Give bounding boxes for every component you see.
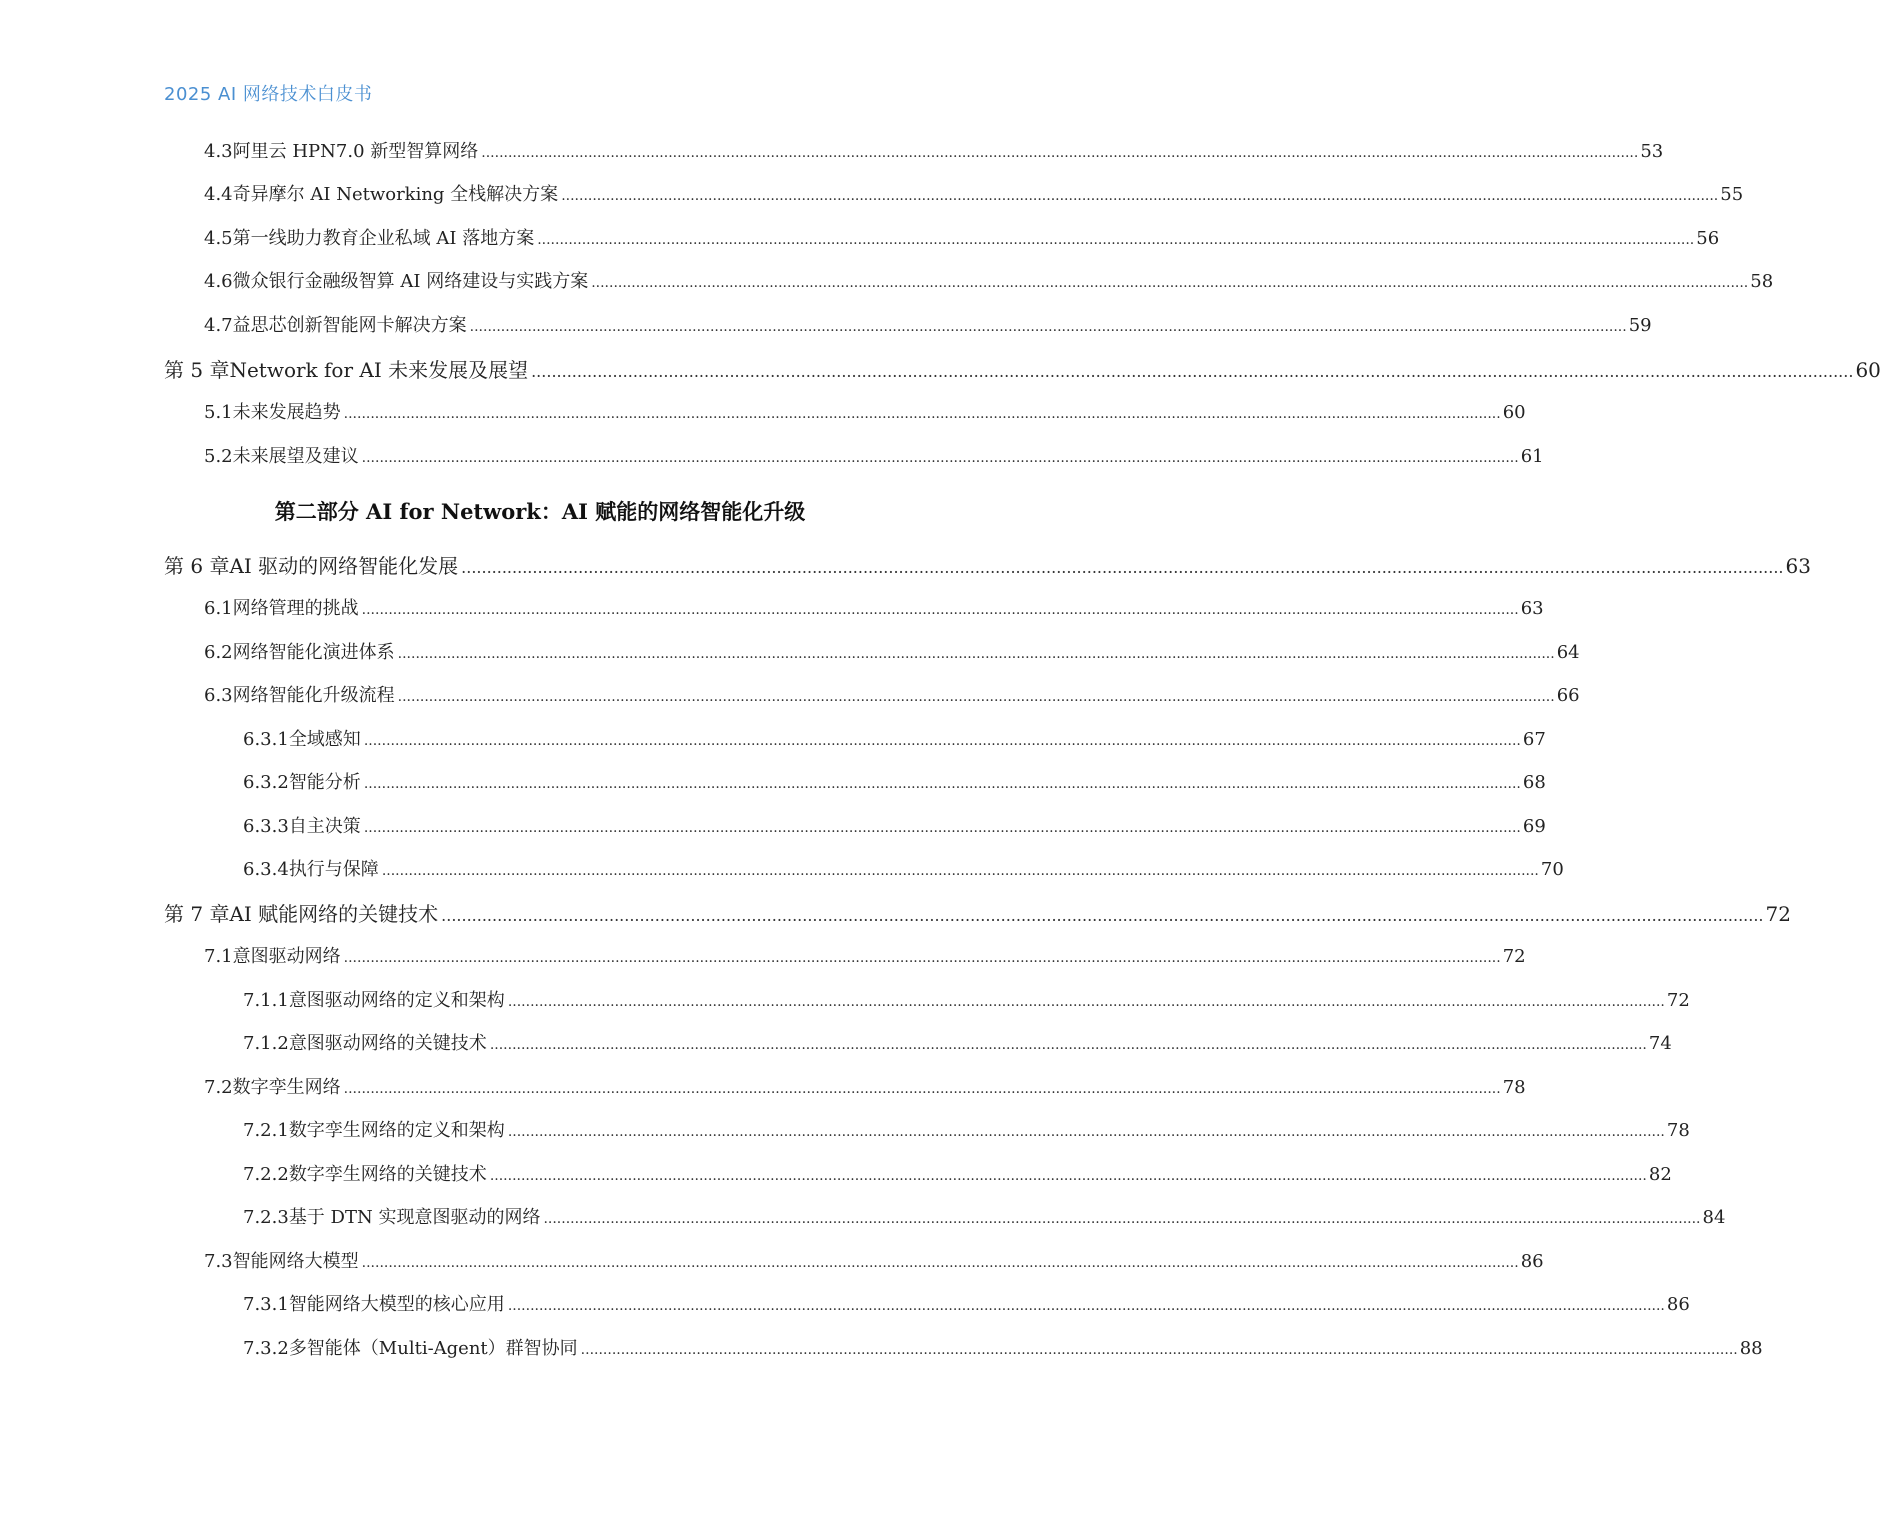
toc-dot-leader: .................................................................................................................................................................................................................................................................... (580, 1342, 1738, 1358)
toc-entry-title: 网络智能化演进体系 (232, 642, 395, 663)
toc-entry-page-number: 67 (1522, 729, 1546, 750)
toc-entry-number: 6.1 (204, 598, 233, 619)
toc-dot-leader: .................................................................................................................................................................................................................................................................... (591, 275, 1749, 291)
toc-entry-number: 6.3.3 (243, 816, 289, 837)
toc-entry-page-number: 82 (1648, 1164, 1672, 1185)
toc-section-entry[interactable] (204, 398, 1526, 428)
toc-entry-page-number: 68 (1522, 772, 1546, 793)
toc-entry-number: 7.1.2 (243, 1033, 289, 1054)
toc-entry-title: 智能网络大模型 (232, 1251, 359, 1272)
toc-entry-page-number: 72 (1502, 946, 1526, 967)
toc-dot-leader: .................................................................................................................................................................................................................................................................... (361, 450, 1519, 466)
toc-entry-number: 6.3.2 (243, 772, 289, 793)
toc-section-entry[interactable] (204, 681, 1580, 711)
toc-entry-title: 数字孪生网络的关键技术 (288, 1164, 487, 1185)
toc-entry-title: 意图驱动网络 (232, 946, 341, 967)
toc-section-entry[interactable] (204, 638, 1580, 668)
toc-subsection-entry[interactable] (243, 1116, 1690, 1146)
toc-dot-leader: .................................................................................................................................................................................................................................................................... (363, 820, 1521, 836)
toc-dot-leader: .................................................................................................................................................................................................................................................................... (507, 1124, 1665, 1140)
toc-dot-leader: .................................................................................................................................................................................................................................................................... (561, 188, 1719, 204)
toc-section-entry[interactable] (204, 180, 1744, 210)
toc-dot-leader: .................................................................................................................................................................................................................................................................... (343, 406, 1501, 422)
toc-dot-leader: .................................................................................................................................................................................................................................................................... (543, 1211, 1701, 1227)
toc-entry-title: 网络智能化升级流程 (232, 685, 395, 706)
toc-dot-leader: .................................................................................................................................................................................................................................................................... (489, 1037, 1647, 1053)
toc-subsection-entry[interactable] (243, 1290, 1690, 1320)
toc-entry-page-number: 58 (1750, 271, 1774, 292)
toc-entry-title: 意图驱动网络的关键技术 (288, 1033, 487, 1054)
toc-subsection-entry[interactable] (243, 1029, 1672, 1059)
toc-entry-number: 7.3 (204, 1251, 233, 1272)
toc-dot-leader: .................................................................................................................................................................................................................................................................... (531, 362, 1854, 381)
toc-entry-page-number: 64 (1556, 642, 1580, 663)
toc-entry-page-number: 86 (1666, 1294, 1690, 1315)
toc-subsection-entry[interactable] (243, 855, 1564, 885)
toc-entry-number: 7.1 (204, 946, 233, 967)
toc-entry-number: 6.2 (204, 642, 233, 663)
toc-dot-leader: .................................................................................................................................................................................................................................................................... (397, 689, 1555, 705)
toc-entry-page-number: 72 (1666, 990, 1690, 1011)
toc-entry-page-number: 72 (1765, 902, 1791, 926)
toc-entry-number: 6.3.1 (243, 729, 289, 750)
toc-entry-number: 5.1 (204, 402, 233, 423)
toc-dot-leader: .................................................................................................................................................................................................................................................................... (381, 863, 1539, 879)
toc-entry-number: 4.4 (204, 184, 233, 205)
toc-entry-number: 7.3.2 (243, 1338, 289, 1359)
toc-entry-title: 未来展望及建议 (232, 446, 359, 467)
toc-entry-page-number: 84 (1702, 1207, 1726, 1228)
toc-entry-title: AI 驱动的网络智能化发展 (229, 554, 459, 578)
toc-dot-leader: .................................................................................................................................................................................................................................................................... (469, 319, 1627, 335)
toc-entry-title: 全域感知 (288, 729, 361, 750)
toc-entry-number: 7.1.1 (243, 990, 289, 1011)
toc-entry-page-number: 63 (1785, 554, 1811, 578)
toc-entry-page-number: 66 (1556, 685, 1580, 706)
toc-dot-leader: .................................................................................................................................................................................................................................................................... (507, 994, 1665, 1010)
toc-section-entry[interactable] (204, 311, 1652, 341)
toc-dot-leader: .................................................................................................................................................................................................................................................................... (461, 558, 1784, 577)
toc-entry-page-number: 69 (1522, 816, 1546, 837)
part-two-heading: 第二部分 AI for Network：AI 赋能的网络智能化升级 (274, 499, 806, 524)
toc-entry-page-number: 56 (1696, 228, 1720, 249)
toc-entry-number: 4.7 (204, 315, 233, 336)
toc-dot-leader: .................................................................................................................................................................................................................................................................... (507, 1298, 1665, 1314)
toc-entry-number: 7.2.1 (243, 1120, 289, 1141)
toc-entry-number: 4.6 (204, 271, 233, 292)
toc-entry-page-number: 74 (1648, 1033, 1672, 1054)
toc-entry-title: 未来发展趋势 (232, 402, 341, 423)
toc-entry-page-number: 60 (1502, 402, 1526, 423)
toc-entry-title: 执行与保障 (288, 859, 379, 880)
toc-entry-number: 7.2.3 (243, 1207, 289, 1228)
toc-section-entry[interactable] (204, 442, 1544, 472)
toc-dot-leader: .................................................................................................................................................................................................................................................................... (537, 232, 1695, 248)
toc-subsection-entry[interactable] (243, 1160, 1672, 1190)
toc-entry-title: 智能分析 (288, 772, 361, 793)
toc-entry-page-number: 60 (1855, 358, 1881, 382)
toc-subsection-entry[interactable] (243, 768, 1546, 798)
toc-entry-title: 自主决策 (288, 816, 361, 837)
toc-entry-page-number: 70 (1540, 859, 1564, 880)
toc-entry-number: 7.2.2 (243, 1164, 289, 1185)
toc-section-entry[interactable] (204, 224, 1720, 254)
toc-entry-page-number: 78 (1502, 1077, 1526, 1098)
toc-entry-title: 意图驱动网络的定义和架构 (288, 990, 505, 1011)
toc-section-entry[interactable] (204, 137, 1664, 167)
toc-chapter-entry[interactable] (164, 551, 1811, 581)
toc-entry-page-number: 78 (1666, 1120, 1690, 1141)
toc-entry-title: 益思芯创新智能网卡解决方案 (232, 315, 467, 336)
toc-section-entry[interactable] (204, 1073, 1526, 1103)
toc-entry-page-number: 53 (1640, 141, 1664, 162)
toc-entry-title: 奇异摩尔 AI Networking 全栈解决方案 (232, 184, 559, 205)
toc-dot-leader: .................................................................................................................................................................................................................................................................... (361, 1255, 1519, 1271)
toc-entry-page-number: 86 (1520, 1251, 1544, 1272)
toc-subsection-entry[interactable] (243, 812, 1546, 842)
toc-entry-number: 4.3 (204, 141, 233, 162)
toc-entry-title: 多智能体（Multi-Agent）群智协同 (288, 1338, 578, 1359)
toc-entry-title: 网络管理的挑战 (232, 598, 359, 619)
toc-entry-title: 第一线助力教育企业私域 AI 落地方案 (232, 228, 535, 249)
toc-entry-title: 智能网络大模型的核心应用 (288, 1294, 505, 1315)
toc-section-entry[interactable] (204, 267, 1774, 297)
toc-subsection-entry[interactable] (243, 725, 1546, 755)
toc-entry-number: 5.2 (204, 446, 233, 467)
toc-subsection-entry[interactable] (243, 1334, 1763, 1364)
toc-entry-title: Network for AI 未来发展及展望 (229, 358, 529, 382)
toc-entry-title: 微众银行金融级智算 AI 网络建设与实践方案 (232, 271, 589, 292)
toc-entry-page-number: 61 (1520, 446, 1544, 467)
toc-entry-number: 7.3.1 (243, 1294, 289, 1315)
toc-entry-page-number: 88 (1739, 1338, 1763, 1359)
toc-entry-page-number: 55 (1720, 184, 1744, 205)
toc-subsection-entry[interactable] (243, 986, 1690, 1016)
toc-entry-number: 第 5 章 (164, 358, 230, 382)
toc-dot-leader: .................................................................................................................................................................................................................................................................... (361, 602, 1519, 618)
toc-section-entry[interactable] (204, 594, 1544, 624)
toc-entry-number: 第 7 章 (164, 902, 230, 926)
toc-entry-title: AI 赋能网络的关键技术 (229, 902, 439, 926)
toc-dot-leader: .................................................................................................................................................................................................................................................................... (397, 646, 1555, 662)
toc-chapter-entry[interactable] (164, 355, 1881, 385)
document-header-title: 2025 AI 网络技术白皮书 (164, 84, 373, 105)
toc-dot-leader: .................................................................................................................................................................................................................................................................... (363, 776, 1521, 792)
toc-subsection-entry[interactable] (243, 1203, 1726, 1233)
toc-dot-leader: .................................................................................................................................................................................................................................................................... (481, 145, 1639, 161)
toc-entry-title: 基于 DTN 实现意图驱动的网络 (288, 1207, 541, 1228)
toc-entry-title: 数字孪生网络 (232, 1077, 341, 1098)
toc-dot-leader: .................................................................................................................................................................................................................................................................... (343, 1081, 1501, 1097)
toc-entry-number: 第 6 章 (164, 554, 230, 578)
toc-entry-number: 7.2 (204, 1077, 233, 1098)
toc-entry-title: 阿里云 HPN7.0 新型智算网络 (232, 141, 479, 162)
toc-section-entry[interactable] (204, 942, 1526, 972)
toc-section-entry[interactable] (204, 1247, 1544, 1277)
toc-dot-leader: .................................................................................................................................................................................................................................................................... (489, 1168, 1647, 1184)
toc-dot-leader: .................................................................................................................................................................................................................................................................... (363, 733, 1521, 749)
toc-dot-leader: .................................................................................................................................................................................................................................................................... (441, 906, 1764, 925)
toc-entry-title: 数字孪生网络的定义和架构 (288, 1120, 505, 1141)
toc-entry-page-number: 63 (1520, 598, 1544, 619)
toc-chapter-entry[interactable] (164, 899, 1791, 929)
toc-entry-number: 4.5 (204, 228, 233, 249)
toc-entry-page-number: 59 (1628, 315, 1652, 336)
toc-entry-number: 6.3 (204, 685, 233, 706)
toc-dot-leader: .................................................................................................................................................................................................................................................................... (343, 950, 1501, 966)
toc-entry-number: 6.3.4 (243, 859, 289, 880)
